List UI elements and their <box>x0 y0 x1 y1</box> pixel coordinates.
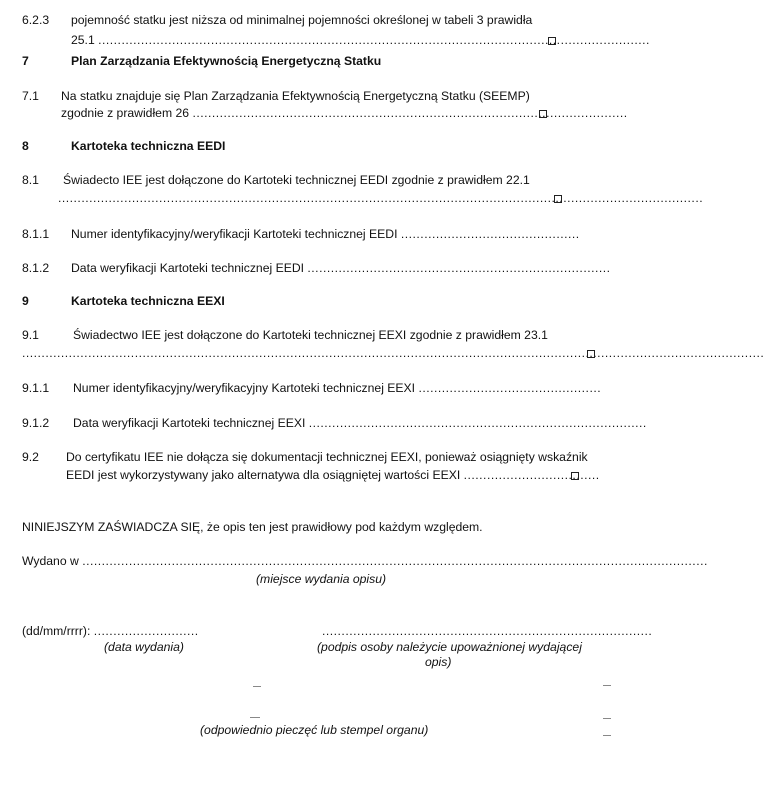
section-number-7: 7 <box>22 54 29 68</box>
signature-field[interactable] <box>322 624 653 639</box>
item-number-6-2-3: 6.2.3 <box>22 13 50 27</box>
date-field[interactable]: ........................... <box>93 624 199 638</box>
section-number-9: 9 <box>22 294 29 308</box>
issued-at-line <box>22 554 708 569</box>
eexi-date-field[interactable]: ....................................................................................... <box>308 416 647 430</box>
signature-caption-line-2: opis) <box>425 655 452 669</box>
checkbox-8-1[interactable] <box>554 195 562 203</box>
item-6-2-3-text-line-1: pojemność statku jest niższa od minimalnej pojemności określonej w tabeli 3 prawidła <box>71 13 533 27</box>
item-number-7-1: 7.1 <box>22 89 39 103</box>
certification-statement <box>22 520 483 535</box>
item-8-1-line-2 <box>58 191 704 206</box>
item-6-2-3-text-line-2: 25.1 <box>71 33 95 47</box>
eedi-number-field[interactable]: .............................................. <box>400 227 580 241</box>
issued-at-field[interactable]: ................................................................................................................................................................. <box>82 554 708 568</box>
item-7-1-text-line-1: Na statku znajduje się Plan Zarządzania Efektywnością Energetyczną Statku (SEEMP) <box>61 89 530 103</box>
issued-at-label: Wydano w <box>22 554 79 568</box>
item-number-9-1-1: 9.1.1 <box>22 381 50 395</box>
signature-dotted-line: ..................................................................................... <box>322 624 653 638</box>
scan-mark <box>603 685 611 686</box>
item-7-1-text-line-2: zgodnie z prawidłem 26 <box>61 106 190 120</box>
item-8-1-1-text: Numer identyfikacyjny/weryfikacji Kartoteki technicznej EEDI <box>71 227 398 241</box>
item-number-9-2: 9.2 <box>22 450 39 464</box>
item-number-8-1: 8.1 <box>22 173 39 187</box>
date-caption: (data wydania) <box>104 640 184 654</box>
section-number-8: 8 <box>22 139 29 153</box>
checkbox-9-2[interactable] <box>571 472 579 480</box>
checkbox-7-1[interactable] <box>539 110 547 118</box>
section-title-8: Kartoteka techniczna EEDI <box>71 139 226 153</box>
dotted-leader: .............................................................................................................................................. <box>98 33 650 47</box>
date-label: (dd/mm/rrrr): <box>22 624 91 638</box>
scan-mark <box>253 686 261 687</box>
item-7-1-line-2 <box>61 106 628 121</box>
item-9-1-1-text: Numer identyfikacyjny/weryfikacyjny Kartoteki technicznej EEXI <box>73 381 416 395</box>
seal-caption: (odpowiednio pieczęć lub stempel organu) <box>200 723 429 737</box>
section-title-7: Plan Zarządzania Efektywnością Energetyczną Statku <box>71 54 382 68</box>
item-8-1-1-line <box>71 227 580 242</box>
item-9-2-line-2 <box>66 468 600 483</box>
item-9-1-1-line <box>73 381 602 396</box>
dotted-leader: ............................................................................................................................................................................................... <box>22 346 764 360</box>
item-9-2-text-line-2: EEDI jest wykorzystywany jako alternatywa dla osiągniętej wartości EEXI <box>66 468 461 482</box>
section-title-9: Kartoteka techniczna EEXI <box>71 294 225 308</box>
checkbox-9-1[interactable] <box>587 350 595 358</box>
eedi-date-field[interactable]: .............................................................................. <box>307 261 611 275</box>
eexi-number-field[interactable]: ............................................... <box>418 381 602 395</box>
checkbox-6-2-3[interactable] <box>548 37 556 45</box>
issued-at-caption: (miejsce wydania opisu) <box>256 572 387 586</box>
dotted-leader: ................................... <box>463 468 600 482</box>
item-number-8-1-2: 8.1.2 <box>22 261 50 275</box>
item-8-1-2-line <box>71 261 611 276</box>
signature-caption-line-1: (podpis osoby należycie upoważnionej wydającej <box>317 640 582 654</box>
item-number-9-1-2: 9.1.2 <box>22 416 50 430</box>
item-number-8-1-1: 8.1.1 <box>22 227 50 241</box>
item-8-1-2-text: Data weryfikacji Kartoteki technicznej EEDI <box>71 261 305 275</box>
item-9-1-2-line <box>73 416 647 431</box>
item-9-1-2-text: Data weryfikacji Kartoteki technicznej EEXI <box>73 416 306 430</box>
item-9-1-line-2 <box>22 346 764 361</box>
item-number-9-1: 9.1 <box>22 328 39 342</box>
dotted-leader: ................................................................................................................ <box>192 106 628 120</box>
dotted-leader: ...................................................................................................................................................................... <box>58 191 704 205</box>
scan-mark <box>603 718 611 719</box>
certification-lead: NINIEJSZYM ZAŚWIADCZA SIĘ, <box>22 520 204 534</box>
item-6-2-3-line-2 <box>71 33 650 48</box>
date-line <box>22 624 199 639</box>
certification-text: że opis ten jest prawidłowy pod każdym względem. <box>203 520 483 534</box>
scan-mark <box>250 717 260 718</box>
item-9-1-text-line-1: Świadectwo IEE jest dołączone do Kartoteki technicznej EEXI zgodnie z prawidłem 23.1 <box>73 328 548 342</box>
item-8-1-text-line-1: Świadecto IEE jest dołączone do Kartoteki technicznej EEDI zgodnie z prawidłem 22.1 <box>63 173 530 187</box>
item-9-2-text-line-1: Do certyfikatu IEE nie dołącza się dokumentacji technicznej EEXI, ponieważ osiągnięty wskaźnik <box>66 450 588 464</box>
scan-mark <box>603 735 611 736</box>
